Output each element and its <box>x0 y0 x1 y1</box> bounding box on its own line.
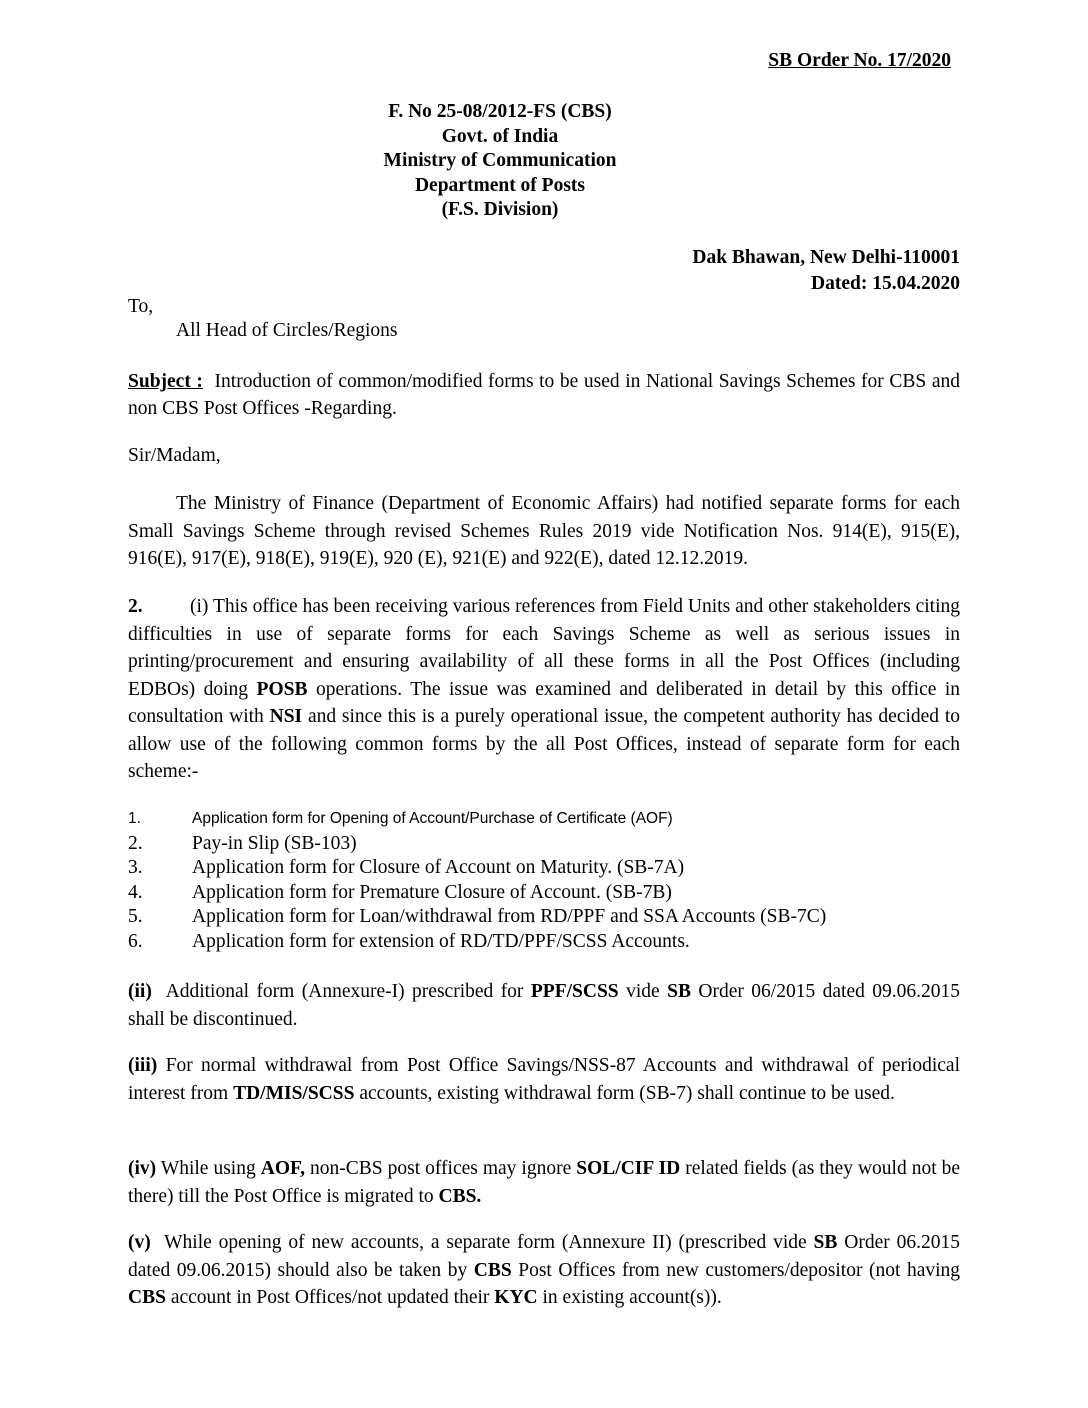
list-item <box>128 832 960 857</box>
paragraph-text: related fields (as they would not be there) till the Post Office is migrated to <box>128 1158 961 1207</box>
paragraph-v <box>128 1229 960 1312</box>
list-index: 2. <box>128 832 143 854</box>
list-text: Application form for Premature Closure of Account. (SB-7B) <box>192 881 672 903</box>
bold-term: SB <box>813 1232 838 1253</box>
paragraph-text: For normal withdrawal from Post Office Savings/NSS-87 Accounts and withdrawal of periodical interest from <box>128 1055 961 1104</box>
addressee: All Head of Circles/Regions <box>176 320 398 341</box>
sub-label: (ii) <box>128 981 152 1002</box>
sub-label: (iv) <box>128 1158 157 1179</box>
paragraph-text: This office has been receiving various references from Field Units and other stakeholders citing difficulties in use of separate forms for each Savings Scheme as well as serious issues in printing/procurement and ensuring availability of all these forms in all the Post Offices (including EDBOs) doing <box>128 596 960 700</box>
paragraph-ii <box>128 978 960 1033</box>
forms-list <box>128 807 960 954</box>
list-index: 6. <box>128 930 143 952</box>
list-text: Pay-in Slip (SB-103) <box>192 832 357 854</box>
sub-label: (iii) <box>128 1055 158 1076</box>
bold-term: CBS <box>128 1287 166 1308</box>
paragraph-text: accounts, existing withdrawal form (SB-7) shall continue to be used. <box>359 1082 895 1104</box>
bold-term: POSB <box>256 678 308 700</box>
subject-text: Introduction of common/modified forms to be used in National Savings Schemes for CBS and non CBS Post Offices -Regarding. <box>128 371 961 419</box>
paragraph-text: Post Offices from new customers/depositor (not having <box>518 1259 961 1281</box>
list-item <box>128 930 960 955</box>
salutation: Sir/Madam, <box>128 445 221 466</box>
place: Dak Bhawan, New Delhi-110001 <box>692 247 960 268</box>
file-number: F. No 25-08/2012-FS (CBS) <box>388 101 612 122</box>
subject <box>128 368 960 422</box>
bold-term: CBS. <box>438 1185 482 1207</box>
letterhead <box>355 100 645 223</box>
list-index: 5. <box>128 906 143 927</box>
paragraph-text: and since this is a purely operational issue, the competent authority has decided to allow use of the following common forms by the all Post Offices, instead of separate form for each scheme:- <box>128 706 961 782</box>
ministry-line: Ministry of Communication <box>383 150 617 171</box>
list-item <box>128 881 960 906</box>
bold-term: AOF, <box>260 1158 305 1179</box>
list-index: 1. <box>128 810 141 827</box>
bold-term: PPF/SCSS <box>530 981 619 1002</box>
list-text: Application form for extension of RD/TD/PPF/SCSS Accounts. <box>192 930 690 952</box>
paragraph-text: Additional form (Annexure-I) prescribed for <box>165 981 524 1002</box>
paragraph-2 <box>128 593 960 786</box>
bold-term: KYC <box>494 1287 538 1308</box>
date: Dated: 15.04.2020 <box>811 273 960 294</box>
paragraph-text: While opening of new accounts, a separate form (Annexure II) (prescribed vide <box>164 1232 807 1253</box>
paragraph-text: Order 06/2015 dated 09.06.2015 shall be discontinued. <box>128 981 961 1030</box>
order-number: SB Order No. 17/2020 <box>768 50 951 71</box>
bold-term: NSI <box>269 706 303 727</box>
paragraph-text: account in Post Offices/not updated their <box>170 1287 490 1308</box>
sub-label: (v) <box>128 1232 151 1253</box>
list-item <box>128 856 960 881</box>
bold-term: SB <box>667 981 691 1002</box>
list-item <box>128 807 960 832</box>
paragraph-text: non-CBS post offices may ignore <box>310 1158 572 1179</box>
bold-term: CBS <box>473 1259 512 1281</box>
paragraph-iv <box>128 1155 960 1210</box>
paragraph-text: in existing account(s)). <box>542 1287 722 1308</box>
sub-label: (i) <box>190 596 209 617</box>
paragraph-number: 2. <box>128 596 143 617</box>
bold-term: TD/MIS/SCSS <box>233 1082 355 1104</box>
to-label: To, <box>128 296 154 317</box>
list-item <box>128 905 960 930</box>
place-date-block <box>692 245 960 297</box>
department-line: Department of Posts <box>414 174 586 196</box>
govt-line: Govt. of India <box>441 125 559 147</box>
list-index: 3. <box>128 857 143 878</box>
subject-label: Subject : <box>128 371 203 392</box>
paragraph-text: operations. The issue was examined and deliberated in detail by this office in consultation with <box>128 678 961 727</box>
division-line: (F.S. Division) <box>441 199 559 220</box>
paragraph-text: Order 06.2015 dated 09.06.2015) should also be taken by <box>128 1232 960 1281</box>
bold-term: SOL/CIF ID <box>576 1158 681 1179</box>
list-text: Application form for Opening of Account/Purchase of Certificate (AOF) <box>192 810 673 827</box>
list-text: Application form for Loan/withdrawal from RD/PPF and SSA Accounts (SB-7C) <box>192 906 827 927</box>
paragraph-1: The Ministry of Finance (Department of Economic Affairs) had notified separate forms for each Small Savings Scheme through revised Schemes Rules 2019 vide Notification Nos. 914(E), 915(E), 916(E), 917(E), 918(E), 919(E), 920 (E), 921(E) and 922(E), dated 12.12.2019. <box>128 493 960 569</box>
paragraph-text: While using <box>160 1158 256 1179</box>
paragraph-text: vide <box>626 981 660 1002</box>
list-text: Application form for Closure of Account on Maturity. (SB-7A) <box>192 857 685 878</box>
list-index: 4. <box>128 881 143 903</box>
paragraph-iii <box>128 1052 960 1107</box>
